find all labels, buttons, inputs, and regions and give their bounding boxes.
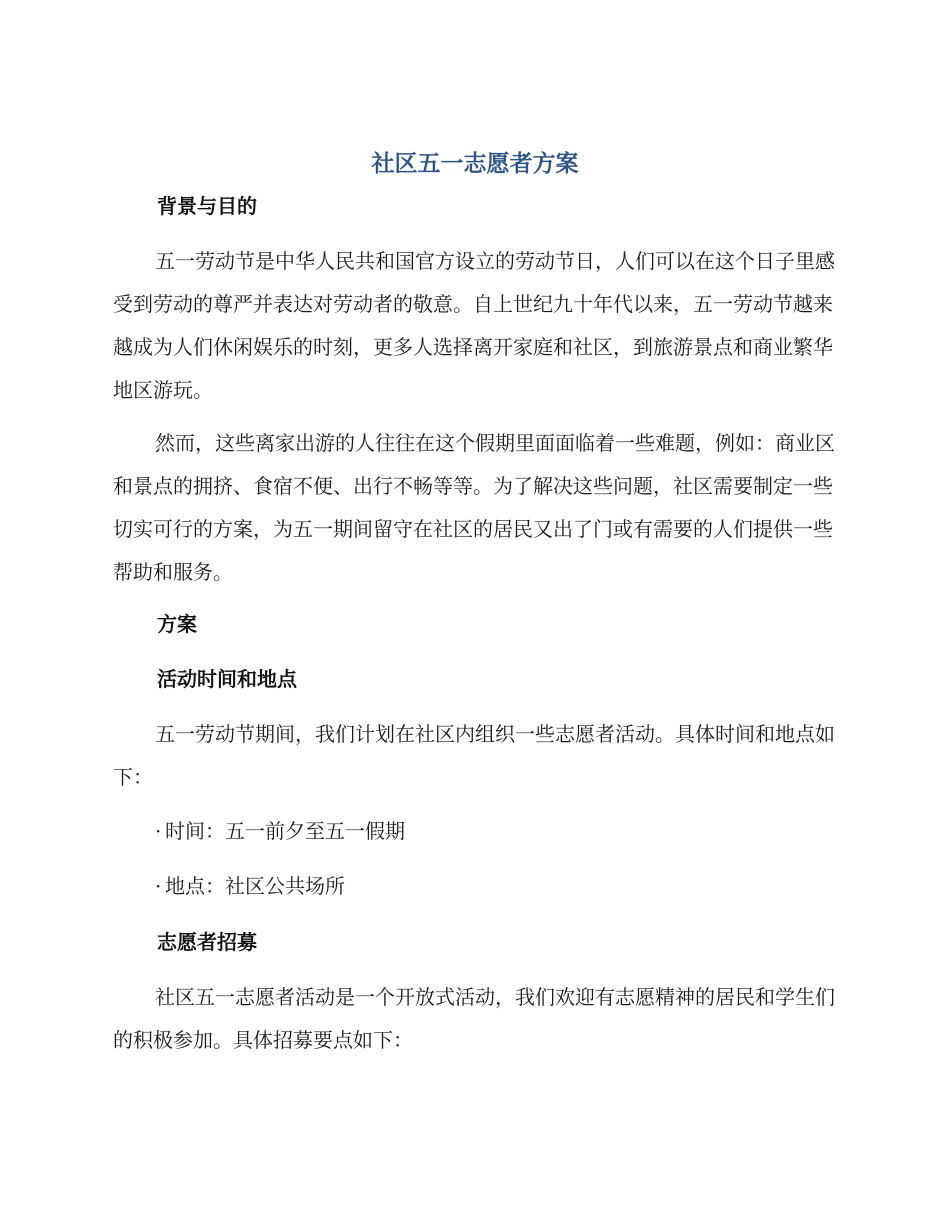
document-title: 社区五一志愿者方案 <box>371 151 579 177</box>
paragraph-background-2: 然而，这些离家出游的人往往在这个假期里面面临着一些难题，例如：商业区和景点的拥挤、食宿不便、出行不畅等等。为了解决这些问题，社区需要制定一些切实可行的方案，为五一期间留守在社区的居民又出了门或有需要的人们提供一些帮助和服务。 <box>113 431 835 584</box>
bullet-dot: · <box>155 819 162 843</box>
heading-plan: 方案 <box>157 612 197 636</box>
heading-recruit: 志愿者招募 <box>157 930 257 954</box>
heading-background: 背景与目的 <box>157 194 257 218</box>
heading-time-place: 活动时间和地点 <box>157 667 297 691</box>
paragraph-time-place: 五一劳动节期间，我们计划在社区内组织一些志愿者活动。具体时间和地点如下： <box>113 722 835 789</box>
paragraph-background-1: 五一劳动节是中华人民共和国官方设立的劳动节日，人们可以在这个日子里感受到劳动的尊严并表达对劳动者的敬意。自上世纪九十年代以来，五一劳动节越来越成为人们休闲娱乐的时刻，更多人选择离开家庭和社区，到旅游景点和商业繁华地区游玩。 <box>113 249 835 402</box>
paragraph-recruit: 社区五一志愿者活动是一个开放式活动，我们欢迎有志愿精神的居民和学生们的积极参加。具体招募要点如下： <box>113 985 835 1052</box>
bullet-time-text: 时间：五一前夕至五一假期 <box>165 819 405 843</box>
bullet-place-text: 地点：社区公共场所 <box>165 874 345 898</box>
bullet-place <box>155 871 345 901</box>
bullet-time <box>155 816 405 846</box>
bullet-dot: · <box>155 874 162 898</box>
